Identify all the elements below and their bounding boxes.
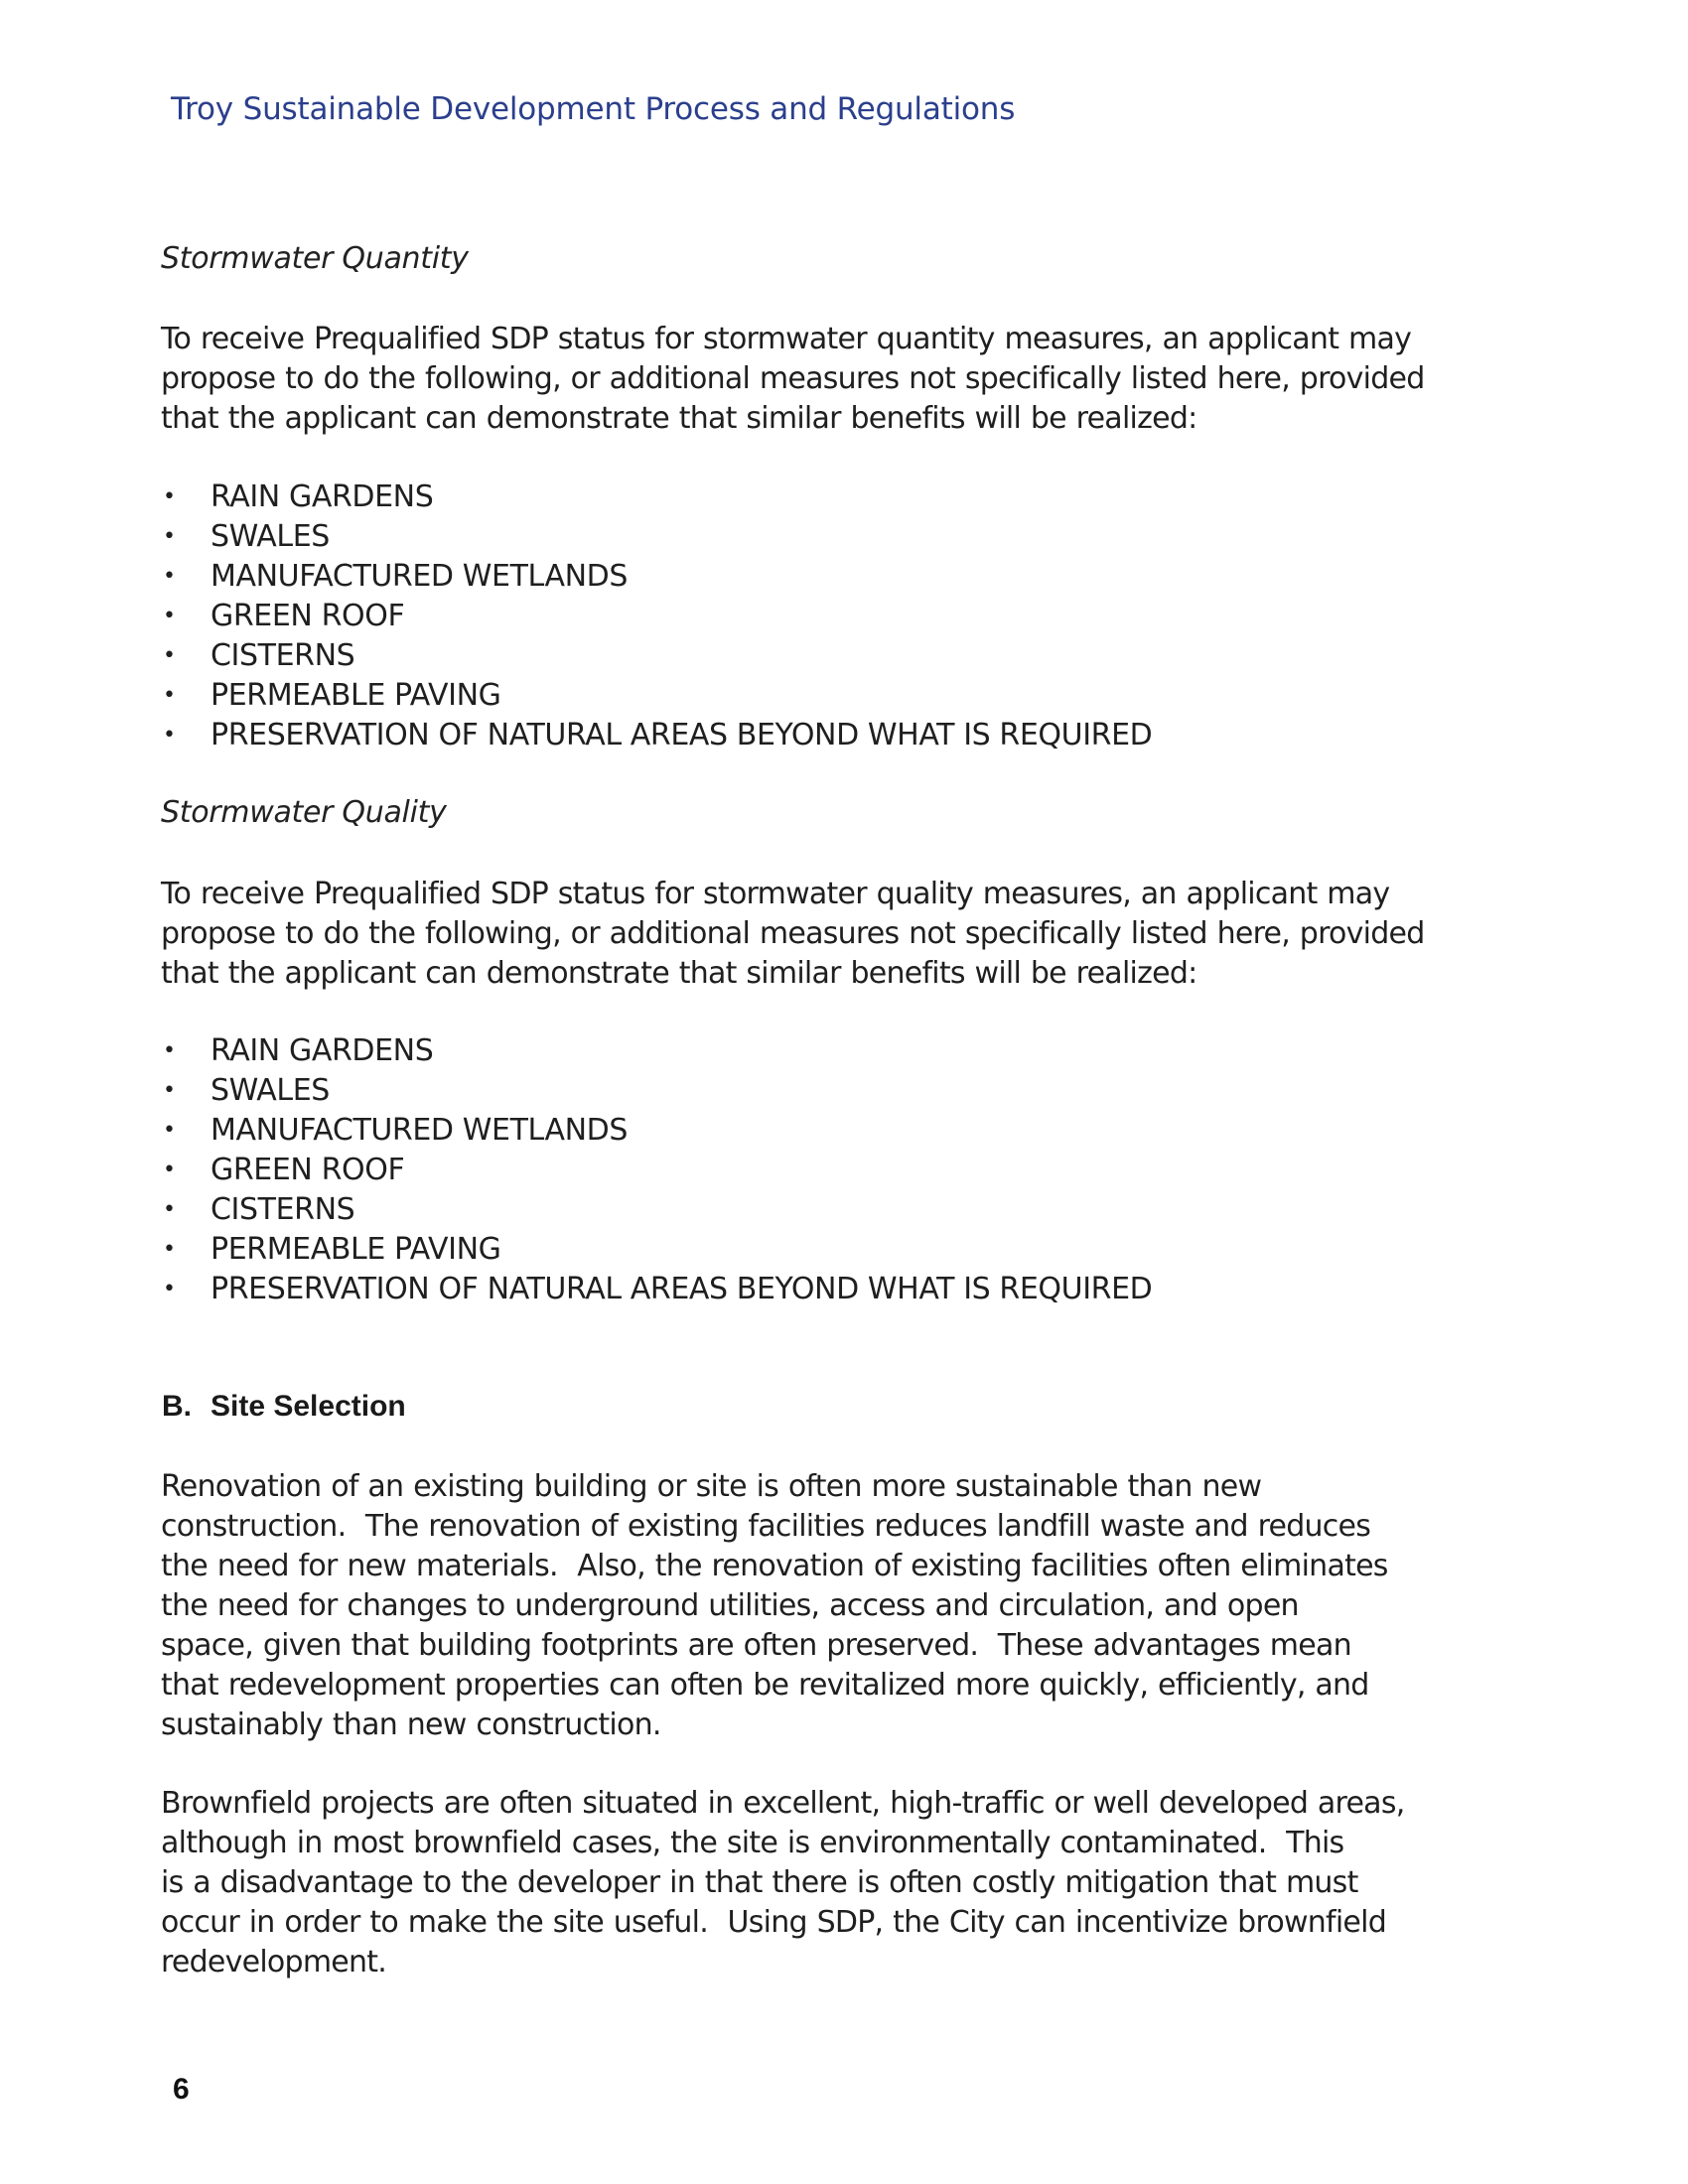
- list-item-text: PERMEABLE PAVING: [211, 678, 501, 713]
- bullet-icon: •: [163, 1118, 176, 1143]
- section-letter: B.: [162, 1390, 192, 1423]
- bullet-icon: •: [163, 1277, 176, 1301]
- bullet-icon: •: [163, 683, 176, 708]
- list-item-text: GREEN ROOF: [211, 1153, 405, 1187]
- bullet-icon: •: [163, 1158, 176, 1182]
- bullet-icon: •: [163, 1078, 176, 1103]
- stormwater-quantity-heading: Stormwater Quantity: [161, 241, 469, 276]
- list-item-text: SWALES: [211, 1073, 330, 1108]
- list-item-text: RAIN GARDENS: [211, 479, 434, 514]
- site-selection-paragraph-1: [161, 1467, 1388, 1745]
- paragraph-line: occur in order to make the site useful. Using SDP, the City can incentivize brownfield: [161, 1905, 1387, 1940]
- list-item-text: GREEN ROOF: [211, 599, 405, 633]
- paragraph-line: the need for new materials. Also, the renovation of existing facilities often eliminates: [161, 1549, 1388, 1583]
- list-item-text: MANUFACTURED WETLANDS: [211, 559, 629, 594]
- list-item-text: CISTERNS: [211, 638, 355, 673]
- paragraph-line: the need for changes to underground utilities, access and circulation, and open: [161, 1588, 1299, 1623]
- stormwater-quality-intro: [161, 875, 1424, 994]
- site-selection-paragraph-2: [161, 1784, 1404, 1982]
- paragraph-line: space, given that building footprints are often preserved. These advantages mean: [161, 1628, 1351, 1663]
- paragraph-line: that the applicant can demonstrate that similar benefits will be realized:: [161, 401, 1197, 436]
- running-header: Troy Sustainable Development Process and Regulations: [171, 91, 1016, 127]
- bullet-icon: •: [163, 643, 176, 668]
- bullet-icon: •: [163, 1237, 176, 1262]
- paragraph-line: although in most brownfield cases, the site is environmentally contaminated. This: [161, 1826, 1344, 1860]
- paragraph-line: that the applicant can demonstrate that similar benefits will be realized:: [161, 956, 1197, 991]
- bullet-icon: •: [163, 524, 176, 549]
- bullet-icon: •: [163, 1038, 176, 1063]
- bullet-icon: •: [163, 564, 176, 589]
- paragraph-line: is a disadvantage to the developer in that there is often costly mitigation that must: [161, 1865, 1358, 1900]
- paragraph-line: To receive Prequalified SDP status for stormwater quantity measures, an applicant may: [161, 322, 1412, 356]
- paragraph-line: propose to do the following, or additional measures not specifically listed here, provided: [161, 361, 1425, 396]
- list-item-text: RAIN GARDENS: [211, 1033, 434, 1068]
- stormwater-quality-heading: Stormwater Quality: [161, 795, 447, 830]
- list-item-text: SWALES: [211, 519, 330, 554]
- list-item-text: PRESERVATION OF NATURAL AREAS BEYOND WHAT IS REQUIRED: [211, 1272, 1153, 1306]
- list-item-text: PRESERVATION OF NATURAL AREAS BEYOND WHAT IS REQUIRED: [211, 718, 1153, 752]
- paragraph-line: construction. The renovation of existing facilities reduces landfill waste and reduces: [161, 1509, 1371, 1544]
- list-item-text: MANUFACTURED WETLANDS: [211, 1113, 629, 1148]
- paragraph-line: that redevelopment properties can often be revitalized more quickly, efficiently, and: [161, 1668, 1369, 1703]
- paragraph-line: redevelopment.: [161, 1945, 387, 1979]
- paragraph-line: sustainably than new construction.: [161, 1707, 661, 1742]
- paragraph-line: Brownfield projects are often situated in excellent, high-traffic or well developed areas,: [161, 1786, 1405, 1821]
- paragraph-line: propose to do the following, or additional measures not specifically listed here, provided: [161, 916, 1425, 951]
- bullet-icon: •: [163, 723, 176, 748]
- paragraph-line: To receive Prequalified SDP status for stormwater quality measures, an applicant may: [161, 877, 1390, 911]
- section-heading-site-selection: [162, 1390, 406, 1424]
- section-title: Site Selection: [211, 1390, 406, 1423]
- page-number: 6: [173, 2073, 190, 2106]
- bullet-icon: •: [163, 484, 176, 509]
- stormwater-quantity-intro: [161, 320, 1424, 439]
- list-item-text: CISTERNS: [211, 1192, 355, 1227]
- bullet-icon: •: [163, 604, 176, 628]
- bullet-icon: •: [163, 1197, 176, 1222]
- list-item-text: PERMEABLE PAVING: [211, 1232, 501, 1267]
- paragraph-line: Renovation of an existing building or site is often more sustainable than new: [161, 1469, 1262, 1504]
